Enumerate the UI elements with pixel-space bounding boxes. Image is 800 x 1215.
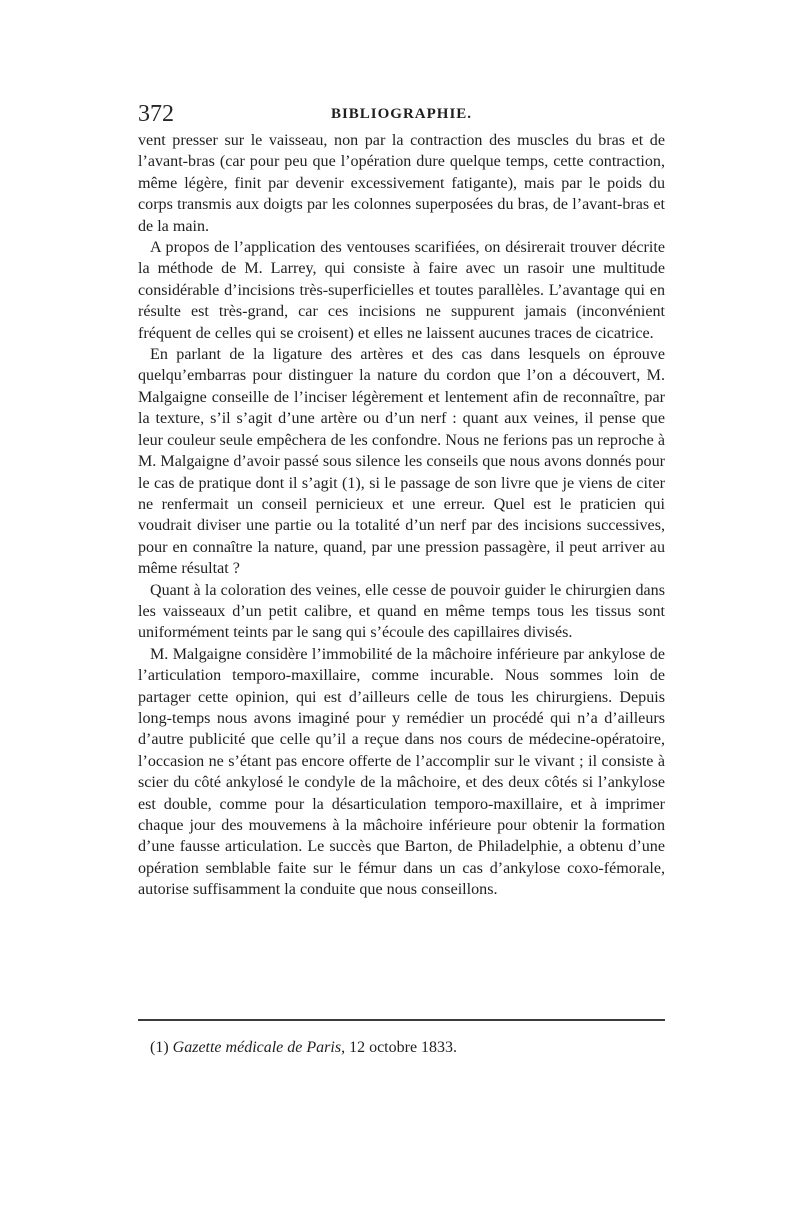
paragraph-ventouses: A propos de l’application des ventouses scarifiées, on désirerait trouver décrite la méthode de M. Larrey, qui consiste à faire avec un rasoir une multitude considérable d’incisions très-superficielles et toutes parallèles. L’avantage qui en résulte est très-grand, car ces incisions ne suppurent jamais (inconvénient fréquent de celles qui se croisent) et elles ne laissent aucunes traces de cicatrice.	[138, 239, 665, 342]
footnote-journal: Gazette médicale de Paris	[172, 1039, 342, 1056]
page-header	[138, 100, 665, 128]
footnote	[150, 1037, 665, 1059]
footnote-date: , 12 octobre 1833.	[341, 1039, 458, 1056]
running-head: BIBLIOGRAPHIE.	[330, 106, 473, 122]
paragraph-ligature: En parlant de la ligature des artères et des cas dans lesquels on éprouve quelqu’embarras pour distinguer la nature du cordon que l’on a découvert, M. Malgaigne conseille de l’inciser légèrement et lentement afin de reconnaître, par la texture, s’il s’agit d’une artère ou d’un nerf : quant aux veines, il pense que leur couleur seule empêchera de les confondre. Nous ne ferions pas un reproche à M. Malgaigne d’avoir passé sous silence les conseils que nous avons donnés pour le cas de pratique dont il s’agit (1), si le passage de son livre que je viens de citer ne renfermait un conseil pernicieux et une erreur. Quel est le praticien qui voudrait diviser une partie ou la totalité d’un nerf par des incisions successives, pour en connaître la nature, quand, par une pression passagère, il peut arriver au même résultat ?	[138, 346, 665, 578]
page-number: 372	[138, 101, 174, 127]
footnote-rule	[138, 1019, 665, 1021]
body-text	[138, 130, 665, 901]
paragraph-ankylose: M. Malgaigne considère l’immobilité de la mâchoire inférieure par ankylose de l’articulation temporo-maxillaire, comme incurable. Nous sommes loin de partager cette opinion, qui est d’ailleurs celle de tous les chirurgiens. Depuis long-temps nous avons imaginé pour y remédier un procédé qui n’a d’ailleurs d’autre publicité que celle qu’il a reçue dans nos cours de médecine-opératoire, l’occasion ne s’étant pas encore offerte de l’accomplir sur le vivant ; il consiste à scier du côté ankylosé le condyle de la mâchoire, et des deux côtés si l’ankylose est double, comme pour la désarticulation temporo-maxillaire, et à imprimer chaque jour des mouvemens à la mâchoire inférieure pour obtenir la formation d’une fausse articulation. Le succès que Barton, de Philadelphie, a obtenu d’une opération semblable faite sur le fémur dans un cas d’ankylose coxo-fémorale, autorise suffisamment la conduite que nous conseillons.	[138, 645, 665, 899]
footnote-mark: (1)	[150, 1039, 173, 1056]
paragraph-continuation: vent presser sur le vaisseau, non par la contraction des muscles du bras et de l’avant-bras (car pour peu que l’opération dure quelque temps, cette contraction, même légère, finit par devenir excessivement fatigante), mais par le poids du corps transmis aux doigts par les colonnes superposées du bras, de l’avant-bras et de la main.	[138, 132, 665, 235]
paragraph-coloration: Quant à la coloration des veines, elle cesse de pouvoir guider le chirurgien dans les vaisseaux d’un petit calibre, et quand en même temps tous les tissus sont uniformément teints par le sang qui s’écoule des capillaires divisés.	[138, 581, 665, 642]
